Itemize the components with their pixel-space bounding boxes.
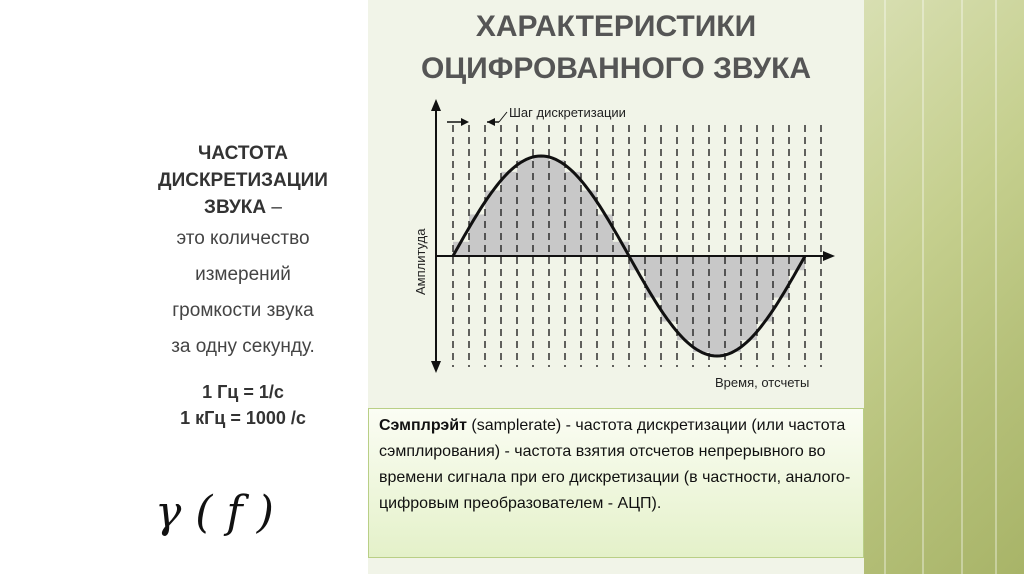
body-line: за одну секунду. xyxy=(171,336,315,357)
sample-bar xyxy=(517,160,533,256)
title-line: ОЦИФРОВАННОГО ЗВУКА xyxy=(420,52,812,85)
step-label: Шаг дискретизации xyxy=(509,105,626,120)
gamma-formula: γ ( f ) xyxy=(155,487,274,538)
sample-bar xyxy=(741,256,757,340)
heading-line xyxy=(118,194,368,221)
definition-block xyxy=(118,140,368,431)
y-axis-arrow-bottom xyxy=(431,361,441,373)
sample-bar xyxy=(725,256,741,352)
x-axis-arrow xyxy=(823,251,835,261)
info-term: Сэмплрэйт xyxy=(379,417,467,434)
panel-title xyxy=(368,6,864,90)
heading-line: ЧАСТОТА xyxy=(198,143,288,164)
info-definition: (samplerate) - частота дискретизации (или частота сэмплирования) - частота взятия отсчетов непрерывного во времени сигнала при его дискретизации (в частности, аналого-цифровым преобразователем - АЦП). xyxy=(379,417,851,512)
heading-line: ДИСКРЕТИЗАЦИИ xyxy=(158,170,328,191)
info-box xyxy=(368,408,864,558)
body-line: измерений xyxy=(195,264,291,285)
sample-bar xyxy=(645,256,661,298)
step-indicator-arrow-right xyxy=(487,118,495,126)
sample-bar xyxy=(773,256,789,298)
unit-line: 1 Гц = 1/с xyxy=(202,382,284,402)
unit-line: 1 кГц = 1000 /с xyxy=(180,408,306,428)
step-indicator-bracket xyxy=(499,112,507,122)
sample-bar xyxy=(709,256,725,356)
sample-bar xyxy=(677,256,693,340)
y-axis-arrow-top xyxy=(431,99,441,111)
sample-bar xyxy=(549,160,565,256)
heading-word: ЗВУКА xyxy=(204,197,267,218)
units-block xyxy=(118,379,368,431)
sample-bar xyxy=(533,156,549,256)
body-line: громкости звука xyxy=(172,300,314,321)
sample-bar xyxy=(693,256,709,352)
heading-dash: – xyxy=(266,197,282,218)
sample-bar xyxy=(565,172,581,256)
decorative-green-bar xyxy=(864,0,1024,574)
x-axis-label: Время, отсчеты xyxy=(715,375,810,390)
sample-bar xyxy=(469,214,485,256)
sampling-diagram xyxy=(395,95,845,395)
title-line: ХАРАКТЕРИСТИКИ xyxy=(475,10,757,43)
step-indicator-arrow-left xyxy=(461,118,469,126)
sample-bar xyxy=(501,172,517,256)
y-axis-label: Амплитуда xyxy=(413,228,428,295)
sample-bar xyxy=(597,214,613,256)
body-line: это количество xyxy=(176,228,310,249)
